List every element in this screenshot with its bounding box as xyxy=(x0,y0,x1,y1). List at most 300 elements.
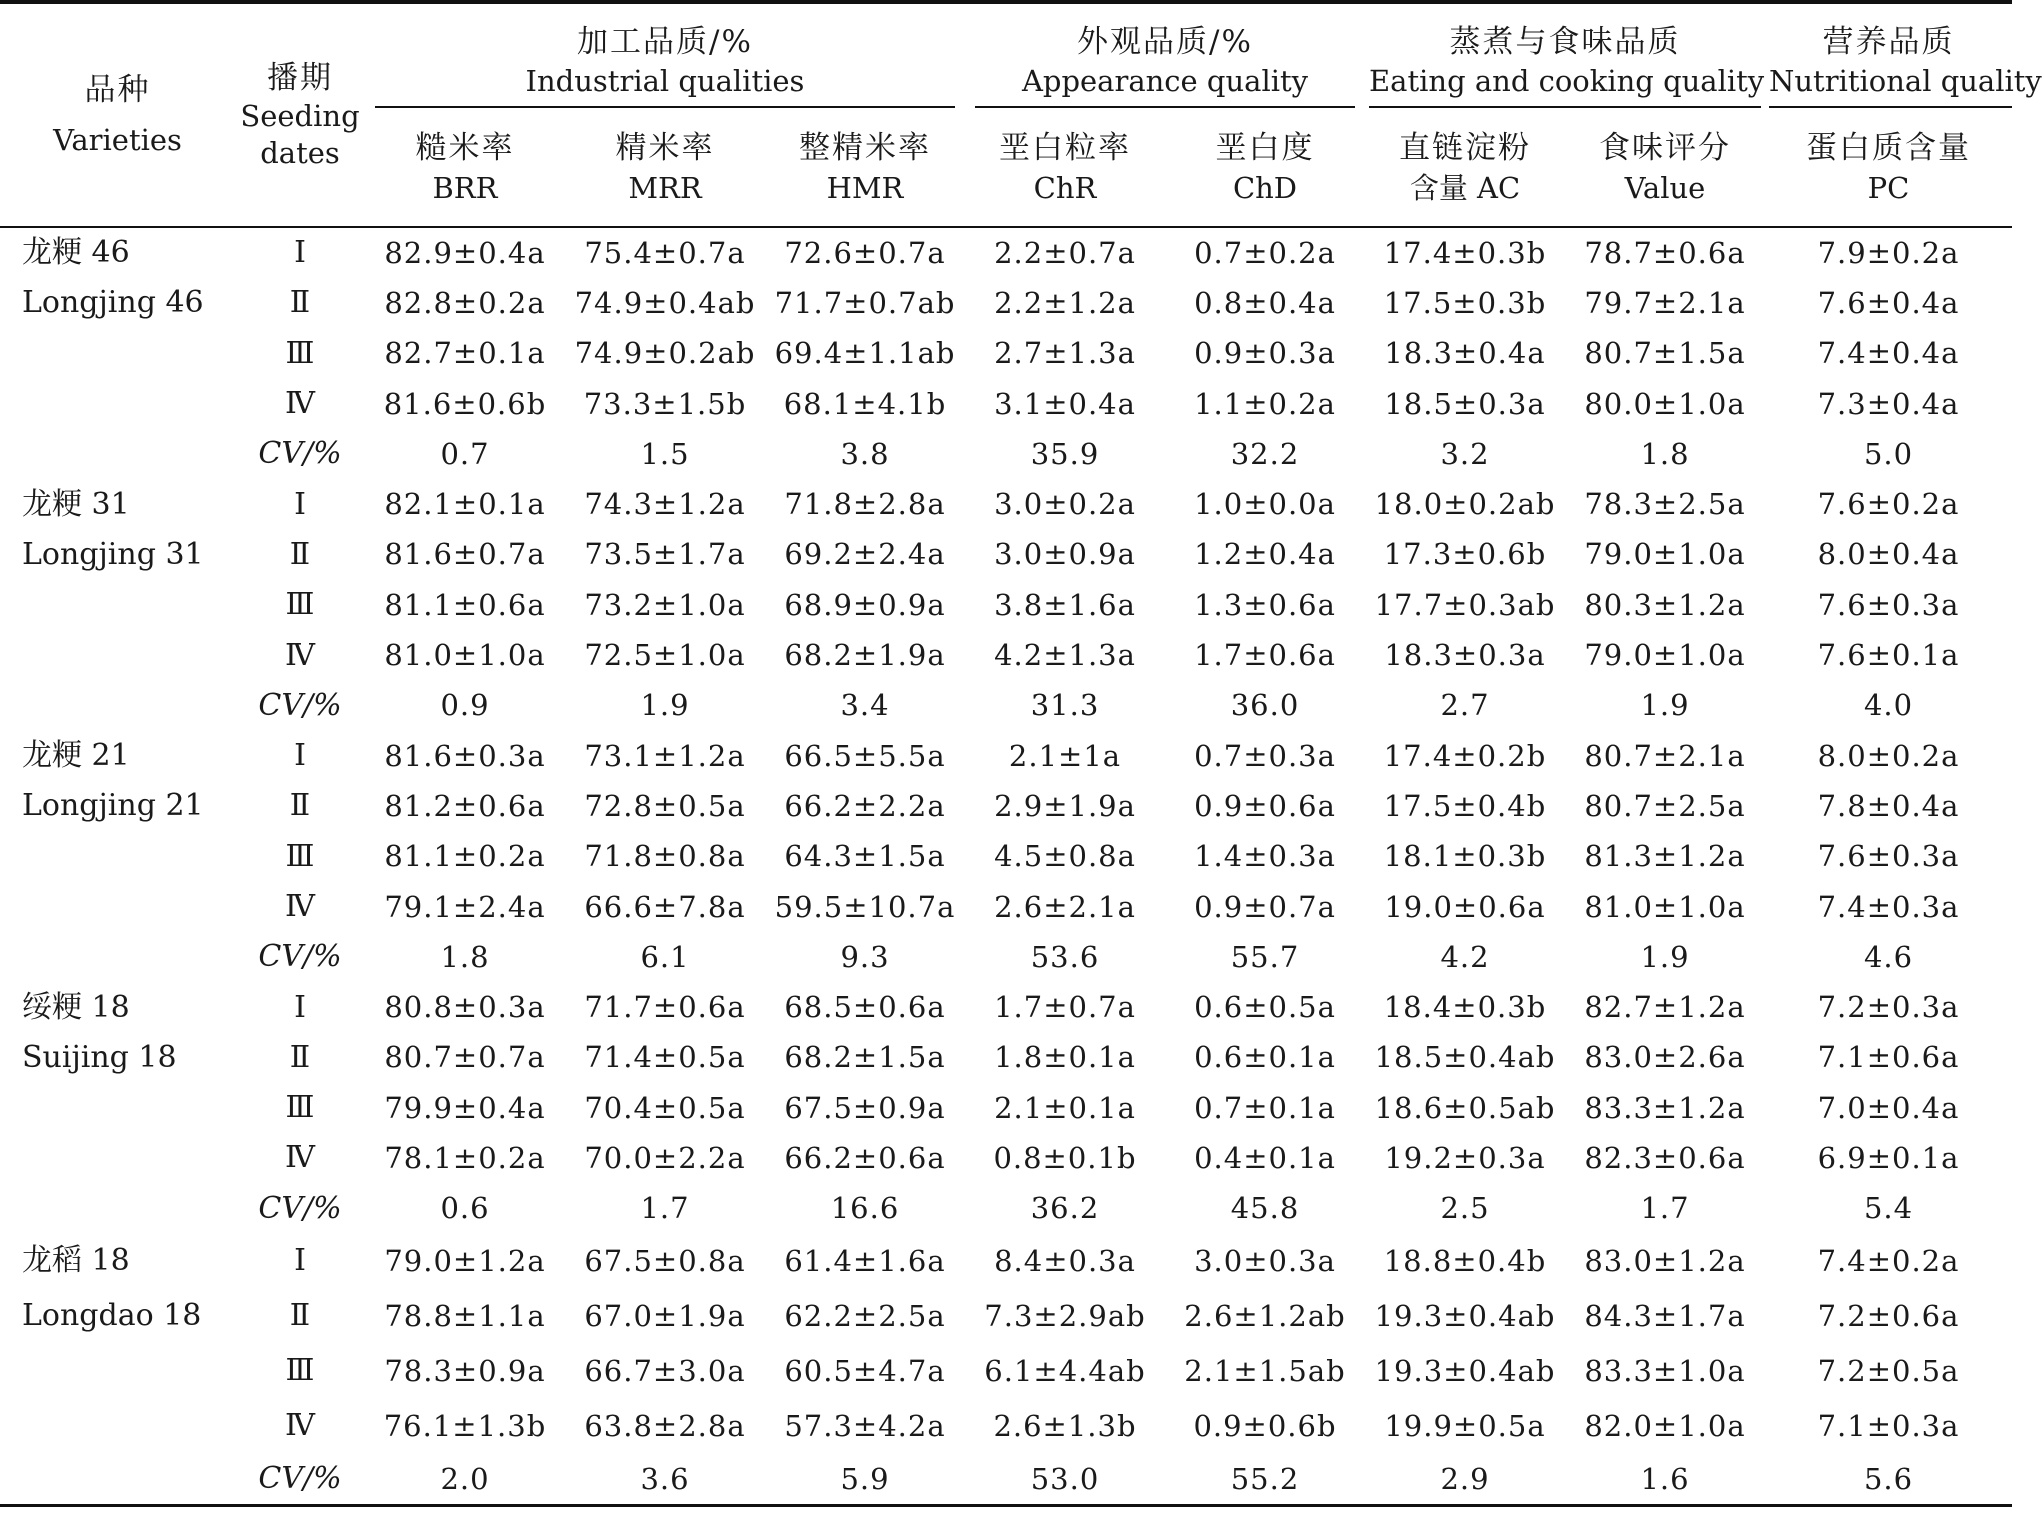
value-cell-chd: 1.0±0.0a xyxy=(1194,487,1336,522)
value-cell-hmr: 66.5±5.5a xyxy=(784,738,946,773)
col-chr-en: ChR xyxy=(965,168,1165,227)
cv-cell-ac: 3.2 xyxy=(1440,436,1490,471)
col-pc-en: PC xyxy=(1765,168,2012,227)
value-cell-chr: 6.1±4.4ab xyxy=(984,1353,1146,1388)
value-cell-value: 83.0±1.2a xyxy=(1584,1243,1746,1278)
variety-name-cn: 龙粳 21 xyxy=(22,738,130,774)
value-cell-pc: 7.0±0.4a xyxy=(1817,1090,1960,1125)
table-row xyxy=(0,479,2012,529)
value-cell-ac: 18.3±0.3a xyxy=(1384,638,1546,673)
value-cell-value: 79.7±2.1a xyxy=(1584,285,1746,320)
value-cell-pc: 7.3±0.4a xyxy=(1817,386,1960,421)
value-cell-chr: 3.0±0.2a xyxy=(994,487,1136,522)
value-cell-value: 80.0±1.0a xyxy=(1584,386,1746,421)
value-cell-chr: 4.5±0.8a xyxy=(994,839,1136,874)
cv-label: CV/% xyxy=(258,436,342,472)
value-cell-brr: 81.6±0.3a xyxy=(384,738,546,773)
value-cell-mrr: 66.6±7.8a xyxy=(584,889,746,924)
table-body xyxy=(0,227,2012,1506)
seeding-date-cell: Ⅰ xyxy=(294,486,306,522)
value-cell-mrr: 63.8±2.8a xyxy=(584,1408,746,1443)
table-row xyxy=(0,580,2012,630)
cv-cell-chd: 45.8 xyxy=(1230,1191,1300,1226)
value-cell-mrr: 70.0±2.2a xyxy=(584,1140,746,1175)
value-cell-chr: 1.7±0.7a xyxy=(994,990,1136,1025)
value-cell-value: 81.0±1.0a xyxy=(1584,889,1746,924)
cv-cell-brr: 0.9 xyxy=(440,688,490,723)
cv-label: CV/% xyxy=(258,687,342,723)
value-cell-ac: 19.2±0.3a xyxy=(1384,1140,1546,1175)
value-cell-mrr: 67.5±0.8a xyxy=(584,1243,746,1278)
value-cell-ac: 19.3±0.4ab xyxy=(1374,1298,1556,1333)
value-cell-chd: 0.7±0.3a xyxy=(1194,738,1336,773)
value-cell-chd: 1.1±0.2a xyxy=(1194,386,1336,421)
value-cell-pc: 7.4±0.2a xyxy=(1817,1243,1960,1278)
cv-cell-chr: 53.0 xyxy=(1030,1461,1100,1496)
variety-empty-cell xyxy=(0,379,235,429)
table-row xyxy=(0,630,2012,680)
value-cell-ac: 19.3±0.4ab xyxy=(1374,1353,1556,1388)
col-ac-cn: 直链淀粉 xyxy=(1399,130,1531,166)
value-cell-brr: 81.2±0.6a xyxy=(384,788,546,823)
variety-header xyxy=(0,4,235,227)
value-cell-hmr: 68.9±0.9a xyxy=(784,587,946,622)
value-cell-mrr: 74.9±0.2ab xyxy=(574,336,756,371)
cv-label: CV/% xyxy=(258,1461,342,1497)
value-cell-chr: 0.8±0.1b xyxy=(993,1140,1137,1175)
col-value-cn: 食味评分 xyxy=(1599,130,1731,166)
cv-row xyxy=(0,429,2012,479)
value-cell-value: 78.3±2.5a xyxy=(1584,487,1746,522)
variety-name-en: Suijing 18 xyxy=(22,1039,177,1075)
group-eating-cn: 蒸煮与食味品质 xyxy=(1449,24,1681,60)
seeding-header-en-2: dates xyxy=(260,135,340,170)
value-cell-mrr: 73.3±1.5b xyxy=(583,386,747,421)
table-row xyxy=(0,329,2012,379)
seeding-date-cell: Ⅱ xyxy=(289,285,311,321)
value-cell-pc: 7.2±0.6a xyxy=(1817,1298,1960,1333)
group-nutritional-cn: 营养品质 xyxy=(1822,24,1955,60)
table-row xyxy=(0,1133,2012,1183)
cv-row xyxy=(0,681,2012,731)
seeding-date-cell: Ⅰ xyxy=(294,738,306,774)
value-cell-mrr: 67.0±1.9a xyxy=(584,1298,746,1333)
value-cell-hmr: 68.2±1.5a xyxy=(784,1040,946,1075)
cv-cell-hmr: 9.3 xyxy=(840,939,890,974)
variety-name-cn: 绥粳 18 xyxy=(22,989,130,1025)
variety-header-en: Varieties xyxy=(53,123,182,157)
cv-row xyxy=(0,1454,2012,1504)
value-cell-chr: 2.1±1a xyxy=(1008,738,1122,773)
value-cell-brr: 80.7±0.7a xyxy=(384,1040,546,1075)
value-cell-pc: 7.6±0.4a xyxy=(1817,285,1960,320)
col-chr-cn: 垩白粒率 xyxy=(999,130,1131,166)
seeding-date-cell: Ⅱ xyxy=(289,536,311,572)
cv-cell-brr: 0.7 xyxy=(440,436,490,471)
cv-cell-hmr: 16.6 xyxy=(830,1191,900,1226)
cv-cell-chd: 55.7 xyxy=(1230,939,1300,974)
cv-cell-pc: 5.0 xyxy=(1863,436,1914,471)
value-cell-pc: 7.6±0.3a xyxy=(1817,587,1960,622)
value-cell-ac: 17.5±0.4b xyxy=(1383,788,1547,823)
seeding-header xyxy=(235,4,365,227)
value-cell-hmr: 71.7±0.7ab xyxy=(774,285,956,320)
col-mrr-en: MRR xyxy=(565,168,765,227)
value-cell-ac: 18.4±0.3b xyxy=(1383,990,1547,1025)
col-pc-cn: 蛋白质含量 xyxy=(1806,130,1971,166)
value-cell-chr: 8.4±0.3a xyxy=(994,1243,1136,1278)
value-cell-value: 79.0±1.0a xyxy=(1584,638,1746,673)
value-cell-brr: 81.6±0.7a xyxy=(384,537,546,572)
value-cell-mrr: 70.4±0.5a xyxy=(584,1090,746,1125)
seeding-date-cell: Ⅱ xyxy=(289,1298,311,1334)
cv-cell-chr: 35.9 xyxy=(1030,436,1100,471)
variety-name-en: Longjing 46 xyxy=(22,285,204,321)
seeding-header-en-1: Seeding xyxy=(240,98,360,133)
col-brr-cn: 糙米率 xyxy=(415,130,515,166)
value-cell-brr: 76.1±1.3b xyxy=(383,1408,547,1443)
cv-cell-chr: 36.2 xyxy=(1030,1191,1100,1226)
value-cell-value: 80.7±2.1a xyxy=(1584,738,1746,773)
value-cell-chr: 2.2±0.7a xyxy=(994,235,1136,270)
value-cell-hmr: 62.2±2.5a xyxy=(784,1298,946,1333)
value-cell-chr: 2.6±1.3b xyxy=(993,1408,1137,1443)
value-cell-ac: 17.3±0.6b xyxy=(1383,537,1547,572)
value-cell-ac: 19.9±0.5a xyxy=(1384,1408,1546,1443)
value-cell-ac: 18.6±0.5ab xyxy=(1374,1090,1556,1125)
value-cell-value: 82.7±1.2a xyxy=(1584,990,1746,1025)
seeding-date-cell: Ⅲ xyxy=(285,1353,315,1389)
table-row xyxy=(0,1083,2012,1133)
value-cell-value: 80.7±1.5a xyxy=(1584,336,1746,371)
table-row xyxy=(0,982,2012,1032)
value-cell-value: 80.3±1.2a xyxy=(1584,587,1746,622)
seeding-date-cell: Ⅲ xyxy=(285,1090,315,1126)
value-cell-chr: 3.0±0.9a xyxy=(994,537,1136,572)
value-cell-chd: 0.9±0.6b xyxy=(1193,1408,1337,1443)
variety-empty-cell xyxy=(0,1083,235,1133)
variety-empty-cell xyxy=(0,832,235,882)
variety-header-cn: 品种 xyxy=(84,72,151,108)
variety-name-en: Longjing 31 xyxy=(22,536,204,572)
table-row xyxy=(0,1344,2012,1399)
value-cell-pc: 7.4±0.4a xyxy=(1817,336,1960,371)
value-cell-chr: 1.8±0.1a xyxy=(994,1040,1136,1075)
table-row xyxy=(0,882,2012,932)
cv-cell-chd: 55.2 xyxy=(1230,1461,1300,1496)
cv-cell-ac: 4.2 xyxy=(1440,939,1490,974)
cv-cell-chd: 36.0 xyxy=(1230,688,1300,723)
group-appearance-en: Appearance quality xyxy=(975,67,1355,108)
value-cell-hmr: 69.2±2.4a xyxy=(784,537,946,572)
seeding-date-cell: Ⅳ xyxy=(285,1140,315,1176)
cv-cell-mrr: 6.1 xyxy=(640,939,690,974)
value-cell-ac: 18.5±0.3a xyxy=(1384,386,1546,421)
value-cell-hmr: 72.6±0.7a xyxy=(784,235,946,270)
cv-cell-pc: 5.4 xyxy=(1863,1191,1914,1226)
value-cell-hmr: 57.3±4.2a xyxy=(784,1408,946,1443)
cv-label: CV/% xyxy=(258,939,342,975)
value-cell-mrr: 72.8±0.5a xyxy=(584,788,746,823)
value-cell-brr: 78.3±0.9a xyxy=(384,1353,546,1388)
col-chd-cn: 垩白度 xyxy=(1215,130,1315,166)
variety-name-en: Longdao 18 xyxy=(22,1298,202,1334)
cv-cell-hmr: 3.8 xyxy=(840,436,890,471)
value-cell-value: 83.3±1.2a xyxy=(1584,1090,1746,1125)
col-ac-en: 含量 AC xyxy=(1365,168,1565,227)
variety-name-cn: 龙稻 18 xyxy=(22,1243,130,1279)
value-cell-mrr: 73.2±1.0a xyxy=(584,587,746,622)
group-industrial-cn: 加工品质/% xyxy=(577,24,753,60)
cv-cell-value: 1.8 xyxy=(1640,436,1690,471)
value-cell-brr: 81.1±0.6a xyxy=(384,587,546,622)
value-cell-pc: 7.2±0.3a xyxy=(1817,990,1960,1025)
variety-name-cn: 龙粳 31 xyxy=(22,486,130,522)
value-cell-mrr: 73.5±1.7a xyxy=(584,537,746,572)
value-cell-chr: 3.8±1.6a xyxy=(994,587,1136,622)
value-cell-brr: 82.1±0.1a xyxy=(384,487,546,522)
value-cell-chd: 0.8±0.4a xyxy=(1194,285,1336,320)
value-cell-brr: 80.8±0.3a xyxy=(384,990,546,1025)
variety-empty-cell xyxy=(0,630,235,680)
cv-cell-mrr: 1.7 xyxy=(640,1191,690,1226)
value-cell-hmr: 64.3±1.5a xyxy=(784,839,946,874)
value-cell-chd: 0.7±0.2a xyxy=(1194,235,1336,270)
value-cell-brr: 78.1±0.2a xyxy=(384,1140,546,1175)
value-cell-hmr: 68.1±4.1b xyxy=(783,386,947,421)
table-row xyxy=(0,1234,2012,1289)
cv-cell-brr: 1.8 xyxy=(440,939,490,974)
col-brr-en: BRR xyxy=(365,168,565,227)
value-cell-chd: 3.0±0.3a xyxy=(1194,1243,1336,1278)
table-row xyxy=(0,1399,2012,1454)
value-cell-mrr: 75.4±0.7a xyxy=(584,235,746,270)
cv-cell-value: 1.7 xyxy=(1640,1191,1690,1226)
value-cell-ac: 18.1±0.3b xyxy=(1383,839,1547,874)
table-row xyxy=(0,731,2012,781)
value-cell-brr: 82.8±0.2a xyxy=(384,285,546,320)
table-row xyxy=(0,278,2012,328)
value-cell-mrr: 71.8±0.8a xyxy=(584,839,746,874)
value-cell-ac: 17.7±0.3ab xyxy=(1374,587,1556,622)
cv-cell-pc: 5.6 xyxy=(1863,1461,1914,1496)
value-cell-chd: 0.9±0.6a xyxy=(1194,788,1336,823)
value-cell-brr: 82.9±0.4a xyxy=(384,235,546,270)
group-appearance-cn: 外观品质/% xyxy=(1077,24,1253,60)
value-cell-ac: 18.3±0.4a xyxy=(1384,336,1546,371)
value-cell-chd: 0.9±0.7a xyxy=(1194,889,1336,924)
value-cell-pc: 7.6±0.1a xyxy=(1817,638,1960,673)
value-cell-value: 81.3±1.2a xyxy=(1584,839,1746,874)
cv-cell-ac: 2.7 xyxy=(1440,688,1490,723)
value-cell-chd: 1.3±0.6a xyxy=(1194,587,1336,622)
seeding-date-cell: Ⅰ xyxy=(294,235,306,271)
value-cell-hmr: 68.2±1.9a xyxy=(784,638,946,673)
value-cell-value: 84.3±1.7a xyxy=(1584,1298,1746,1333)
seeding-header-cn: 播期 xyxy=(267,59,333,96)
value-cell-chd: 0.6±0.1a xyxy=(1194,1040,1336,1075)
col-hmr-cn: 整精米率 xyxy=(799,130,931,166)
cv-cell-mrr: 1.5 xyxy=(640,436,690,471)
table-row xyxy=(0,1289,2012,1344)
cv-cell-value: 1.6 xyxy=(1640,1461,1690,1496)
value-cell-ac: 17.5±0.3b xyxy=(1383,285,1547,320)
variety-name-en: Longjing 21 xyxy=(22,788,204,824)
value-cell-hmr: 60.5±4.7a xyxy=(784,1353,946,1388)
value-cell-mrr: 71.4±0.5a xyxy=(584,1040,746,1075)
value-cell-mrr: 73.1±1.2a xyxy=(584,738,746,773)
value-cell-brr: 79.1±2.4a xyxy=(384,889,546,924)
table-row xyxy=(0,379,2012,429)
value-cell-value: 83.0±2.6a xyxy=(1584,1040,1746,1075)
cv-cell-value: 1.9 xyxy=(1640,939,1690,974)
cv-cell-chr: 31.3 xyxy=(1030,688,1100,723)
col-mrr-cn: 精米率 xyxy=(615,130,715,166)
value-cell-ac: 18.5±0.4ab xyxy=(1374,1040,1556,1075)
value-cell-hmr: 61.4±1.6a xyxy=(784,1243,946,1278)
variety-empty-cell xyxy=(0,580,235,630)
cv-cell-hmr: 3.4 xyxy=(840,688,890,723)
value-cell-value: 80.7±2.5a xyxy=(1584,788,1746,823)
value-cell-ac: 17.4±0.2b xyxy=(1383,738,1547,773)
value-cell-chr: 7.3±2.9ab xyxy=(984,1298,1146,1333)
value-cell-hmr: 68.5±0.6a xyxy=(784,990,946,1025)
cv-cell-ac: 2.5 xyxy=(1440,1191,1490,1226)
value-cell-mrr: 66.7±3.0a xyxy=(584,1353,746,1388)
table-row xyxy=(0,227,2012,278)
value-cell-pc: 7.4±0.3a xyxy=(1817,889,1960,924)
value-cell-pc: 7.6±0.3a xyxy=(1817,839,1960,874)
cv-cell-mrr: 1.9 xyxy=(640,688,690,723)
value-cell-chd: 2.6±1.2ab xyxy=(1184,1298,1346,1333)
table-row xyxy=(0,781,2012,831)
value-cell-ac: 18.0±0.2ab xyxy=(1374,487,1556,522)
cv-cell-chd: 32.2 xyxy=(1230,436,1300,471)
cv-empty-cell xyxy=(0,681,235,731)
value-cell-brr: 79.9±0.4a xyxy=(384,1090,546,1125)
seeding-date-cell: Ⅲ xyxy=(285,587,315,623)
cv-cell-ac: 2.9 xyxy=(1440,1461,1490,1496)
cv-cell-pc: 4.6 xyxy=(1863,939,1914,974)
group-eating-en: Eating and cooking quality xyxy=(1369,67,1761,108)
value-cell-chr: 4.2±1.3a xyxy=(994,638,1136,673)
value-cell-chd: 2.1±1.5ab xyxy=(1184,1353,1346,1388)
cv-empty-cell xyxy=(0,1184,235,1234)
value-cell-mrr: 74.9±0.4ab xyxy=(574,285,756,320)
cv-empty-cell xyxy=(0,429,235,479)
seeding-date-cell: Ⅰ xyxy=(294,1243,306,1279)
value-cell-ac: 17.4±0.3b xyxy=(1383,235,1547,270)
value-cell-hmr: 67.5±0.9a xyxy=(784,1090,946,1125)
value-cell-hmr: 59.5±10.7a xyxy=(774,889,956,924)
value-cell-brr: 81.0±1.0a xyxy=(384,638,546,673)
value-cell-chd: 1.2±0.4a xyxy=(1194,537,1336,572)
value-cell-chd: 1.7±0.6a xyxy=(1194,638,1336,673)
group-industrial-en: Industrial qualities xyxy=(375,67,955,108)
cv-cell-hmr: 5.9 xyxy=(840,1461,890,1496)
cv-row xyxy=(0,1184,2012,1234)
value-cell-value: 79.0±1.0a xyxy=(1584,537,1746,572)
value-cell-pc: 8.0±0.4a xyxy=(1817,537,1960,572)
variety-name-cn: 龙粳 46 xyxy=(22,235,130,271)
col-value-en: Value xyxy=(1565,168,1765,227)
variety-empty-cell xyxy=(0,1133,235,1183)
value-cell-pc: 7.8±0.4a xyxy=(1817,788,1960,823)
value-cell-ac: 19.0±0.6a xyxy=(1384,889,1546,924)
seeding-date-cell: Ⅲ xyxy=(285,838,315,874)
value-cell-value: 78.7±0.6a xyxy=(1584,235,1746,270)
value-cell-chd: 0.7±0.1a xyxy=(1194,1090,1336,1125)
seeding-date-cell: Ⅳ xyxy=(285,637,315,673)
value-cell-chd: 0.9±0.3a xyxy=(1194,336,1336,371)
value-cell-hmr: 66.2±2.2a xyxy=(784,788,946,823)
seeding-date-cell: Ⅲ xyxy=(285,335,315,371)
cv-cell-chr: 53.6 xyxy=(1030,939,1100,974)
value-cell-pc: 7.9±0.2a xyxy=(1817,235,1960,270)
value-cell-brr: 79.0±1.2a xyxy=(384,1243,546,1278)
col-chd-en: ChD xyxy=(1165,168,1365,227)
group-nutritional-en: Nutritional quality xyxy=(1769,67,2012,108)
cv-label: CV/% xyxy=(258,1190,342,1226)
value-cell-value: 82.0±1.0a xyxy=(1584,1408,1746,1443)
value-cell-mrr: 72.5±1.0a xyxy=(584,638,746,673)
value-cell-chr: 2.6±2.1a xyxy=(994,889,1136,924)
variety-empty-cell xyxy=(0,329,235,379)
value-cell-mrr: 74.3±1.2a xyxy=(584,487,746,522)
cv-cell-value: 1.9 xyxy=(1640,688,1690,723)
value-cell-pc: 7.2±0.5a xyxy=(1817,1353,1960,1388)
cv-row xyxy=(0,932,2012,982)
bottom-rule xyxy=(0,1504,2012,1506)
header-row-group-cn xyxy=(0,4,2012,62)
value-cell-ac: 18.8±0.4b xyxy=(1383,1243,1547,1278)
value-cell-pc: 7.1±0.3a xyxy=(1817,1408,1960,1443)
value-cell-pc: 6.9±0.1a xyxy=(1817,1140,1960,1175)
table-row xyxy=(0,530,2012,580)
value-cell-chd: 0.6±0.5a xyxy=(1194,990,1336,1025)
variety-empty-cell xyxy=(0,1344,235,1399)
value-cell-hmr: 69.4±1.1ab xyxy=(774,336,956,371)
variety-empty-cell xyxy=(0,882,235,932)
value-cell-pc: 7.1±0.6a xyxy=(1817,1040,1960,1075)
cv-empty-cell xyxy=(0,1454,235,1504)
value-cell-chr: 2.7±1.3a xyxy=(994,336,1136,371)
value-cell-pc: 7.6±0.2a xyxy=(1817,487,1960,522)
value-cell-brr: 81.6±0.6b xyxy=(383,386,547,421)
table-row xyxy=(0,832,2012,882)
value-cell-value: 82.3±0.6a xyxy=(1584,1140,1746,1175)
cv-cell-brr: 0.6 xyxy=(440,1191,490,1226)
value-cell-chr: 3.1±0.4a xyxy=(994,386,1136,421)
seeding-date-cell: Ⅳ xyxy=(285,386,315,422)
value-cell-brr: 82.7±0.1a xyxy=(384,336,546,371)
value-cell-mrr: 71.7±0.6a xyxy=(584,990,746,1025)
value-cell-value: 83.3±1.0a xyxy=(1584,1353,1746,1388)
cv-cell-pc: 4.0 xyxy=(1863,688,1914,723)
value-cell-chd: 1.4±0.3a xyxy=(1194,839,1336,874)
cv-cell-mrr: 3.6 xyxy=(640,1461,690,1496)
seeding-date-cell: Ⅰ xyxy=(294,989,306,1025)
variety-empty-cell xyxy=(0,1399,235,1454)
col-hmr-en: HMR xyxy=(765,168,965,227)
value-cell-brr: 78.8±1.1a xyxy=(384,1298,546,1333)
value-cell-chr: 2.1±0.1a xyxy=(994,1090,1136,1125)
seeding-date-cell: Ⅱ xyxy=(289,788,311,824)
value-cell-pc: 8.0±0.2a xyxy=(1817,738,1960,773)
value-cell-chr: 2.9±1.9a xyxy=(994,788,1136,823)
value-cell-chr: 2.2±1.2a xyxy=(994,285,1136,320)
value-cell-hmr: 71.8±2.8a xyxy=(784,487,946,522)
